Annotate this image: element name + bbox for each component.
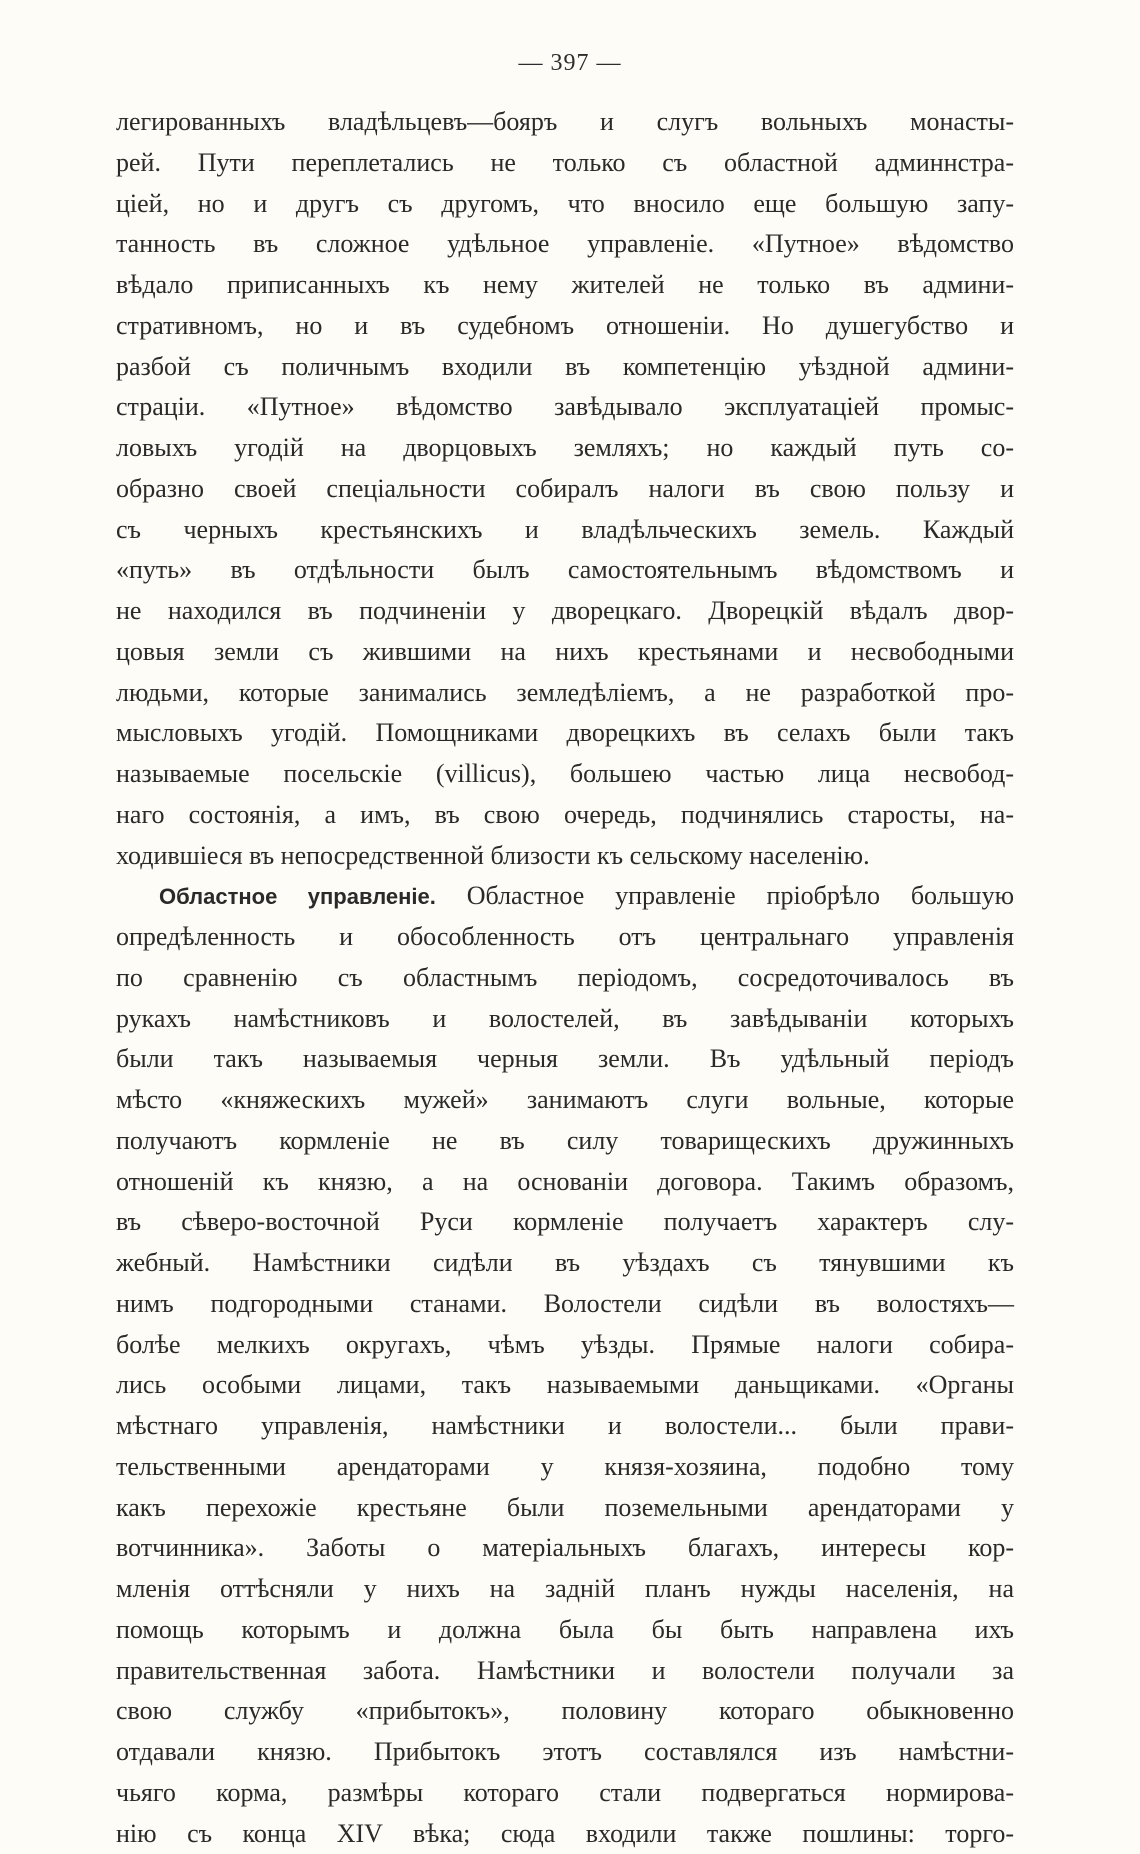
text-line: ловыхъ угодій на дворцовыхъ земляхъ; но каждый путь со- [116,428,1014,469]
text-line: людьми, которые занимались земледѣліемъ, а не разработкой про- [116,673,1014,714]
text-line: вѣдало приписанныхъ къ нему жителей не только въ админи- [116,265,1014,306]
section-heading: Областное управленіе. [159,884,436,909]
text-line: жебный. Намѣстники сидѣли въ уѣздахъ съ тянувшими къ [116,1243,1014,1284]
text-line: ходившіеся въ непосредственной близости къ сельскому населенію. [116,836,1014,877]
text-line: были такъ называемыя черныя земли. Въ удѣльный періодъ [116,1039,1014,1080]
text-line: съ черныхъ крестьянскихъ и владѣльческихъ земель. Каждый [116,510,1014,551]
text-line: получаютъ кормленіе не въ силу товарищескихъ дружинныхъ [116,1121,1014,1162]
text-line: не находился въ подчиненіи у дворецкаго. Дворецкій вѣдалъ двор- [116,591,1014,632]
text-line: опредѣленность и обособленность отъ центральнаго управленія [116,917,1014,958]
text-line: «путь» въ отдѣльности былъ самостоятельнымъ вѣдомствомъ и [116,550,1014,591]
text-line: мленія оттѣсняли у нихъ на задній планъ нужды населенія, на [116,1569,1014,1610]
text-line: болѣе мелкихъ округахъ, чѣмъ уѣзды. Прямые налоги собира- [116,1325,1014,1366]
text-line: чьяго корма, размѣры котораго стали подвергаться нормирова- [116,1773,1014,1814]
text-line: мѣстнаго управленія, намѣстники и волостели... были прави- [116,1406,1014,1447]
body-text [116,102,1014,1854]
text-line: отдавали князю. Прибытокъ этотъ составлялся изъ намѣстни- [116,1732,1014,1773]
text-line: мѣсто «княжескихъ мужей» занимаютъ слуги вольные, которые [116,1080,1014,1121]
first-line-text: Областное управленіе пріобрѣло большую [436,881,1014,910]
text-line: мысловыхъ угодій. Помощниками дворецкихъ въ селахъ были такъ [116,713,1014,754]
text-line: стративномъ, но и въ судебномъ отношеніи. Но душегубство и [116,306,1014,347]
text-line: вотчинника». Заботы о матеріальныхъ благахъ, интересы кор- [116,1528,1014,1569]
text-line: рукахъ намѣстниковъ и волостелей, въ завѣдываніи которыхъ [116,999,1014,1040]
text-line: помощь которымъ и должна была бы быть направлена ихъ [116,1610,1014,1651]
text-line: наго состоянія, а имъ, въ свою очередь, подчинялись старосты, на- [116,795,1014,836]
text-line: нію съ конца XIV вѣка; сюда входили также пошлины: торго- [116,1814,1014,1854]
text-line: правительственная забота. Намѣстники и волостели получали за [116,1651,1014,1692]
paragraph-regional-administration [116,876,1014,1854]
paragraph-continued [116,102,1014,876]
text-line: нимъ подгородными станами. Волостели сидѣли въ волостяхъ— [116,1284,1014,1325]
text-line: называемые посельскіе (villicus), большею частью лица несвобод- [116,754,1014,795]
text-line: отношеній къ князю, а на основаніи договора. Такимъ образомъ, [116,1162,1014,1203]
text-line: рей. Пути переплетались не только съ областной админнстра- [116,143,1014,184]
text-line: свою службу «прибытокъ», половину котораго обыкновенно [116,1691,1014,1732]
text-line: по сравненію съ областнымъ періодомъ, сосредоточивалось въ [116,958,1014,999]
text-line: легированныхъ владѣльцевъ—бояръ и слугъ вольныхъ монасты- [116,102,1014,143]
text-line: цовыя земли съ жившими на нихъ крестьянами и несвободными [116,632,1014,673]
text-line: страціи. «Путное» вѣдомство завѣдывало эксплуатаціей промыс- [116,387,1014,428]
text-line-first [116,876,1014,917]
text-line: какъ перехожіе крестьяне были поземельными арендаторами у [116,1488,1014,1529]
text-line: образно своей спеціальности собиралъ налоги въ свою пользу и [116,469,1014,510]
page-number: — 397 — [0,50,1140,77]
text-line: разбой съ поличнымъ входили въ компетенцію уѣздной админи- [116,347,1014,388]
text-line: танность въ сложное удѣльное управленіе. «Путное» вѣдомство [116,224,1014,265]
text-line: лись особыми лицами, такъ называемыми даньщиками. «Органы [116,1365,1014,1406]
text-line: ціей, но и другъ съ другомъ, что вносило еще большую запу- [116,184,1014,225]
text-line: въ сѣверо-восточной Руси кормленіе получаетъ характеръ слу- [116,1202,1014,1243]
text-line: тельственными арендаторами у князя-хозяина, подобно тому [116,1447,1014,1488]
